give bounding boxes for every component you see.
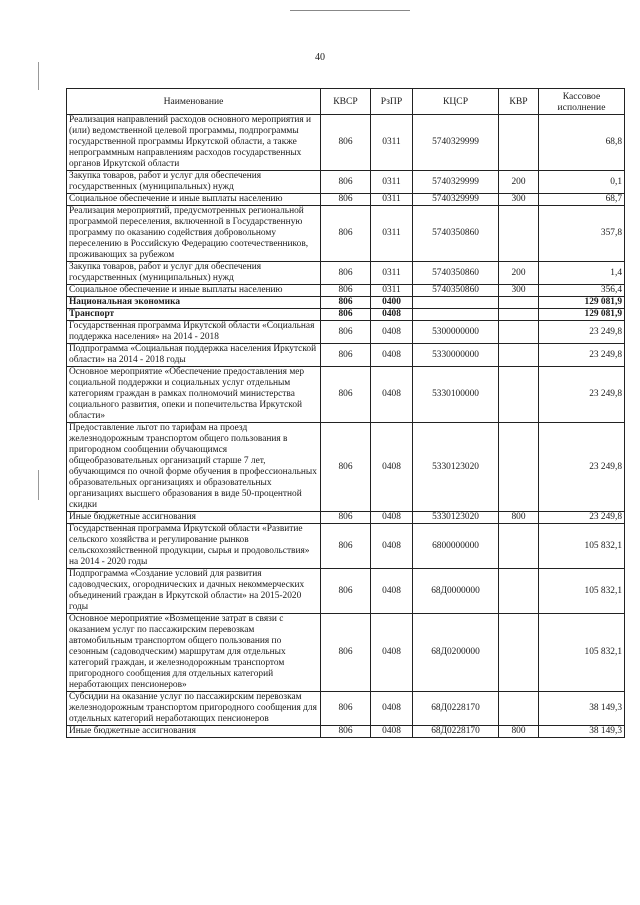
header-kvr: КВР — [499, 89, 539, 115]
row-amount: 23 249,8 — [539, 423, 625, 512]
page-number: 40 — [315, 52, 325, 63]
row-amount: 0,1 — [539, 171, 625, 194]
row-rzpr: 0311 — [371, 262, 413, 285]
row-amount: 129 081,9 — [539, 309, 625, 321]
row-kcsr: 68Д0228170 — [413, 726, 499, 738]
row-amount: 23 249,8 — [539, 344, 625, 367]
row-name: Основное мероприятие «Обеспечение предоставления мер социальной поддержки и социальных услуг отдельным категориям граждан в рамках полномочий министерства социального развития, опеки и попечительства Иркутской области» — [67, 367, 321, 423]
row-kcsr: 5300000000 — [413, 321, 499, 344]
row-kcsr: 68Д0200000 — [413, 614, 499, 692]
row-name: Иные бюджетные ассигнования — [67, 512, 321, 524]
table-row — [67, 206, 625, 262]
row-amount: 105 832,1 — [539, 569, 625, 614]
row-kvr — [499, 569, 539, 614]
row-name: Национальная экономика — [67, 297, 321, 309]
row-kvsr: 806 — [321, 614, 371, 692]
table-row — [67, 614, 625, 692]
row-amount: 105 832,1 — [539, 524, 625, 569]
row-amount: 38 149,3 — [539, 692, 625, 726]
table-row — [67, 344, 625, 367]
row-rzpr: 0408 — [371, 423, 413, 512]
row-kvsr: 806 — [321, 206, 371, 262]
row-kcsr: 68Д0000000 — [413, 569, 499, 614]
row-amount: 68,8 — [539, 115, 625, 171]
header-name: Наименование — [67, 89, 321, 115]
row-kvsr: 806 — [321, 321, 371, 344]
row-rzpr: 0311 — [371, 285, 413, 297]
row-name: Предоставление льгот по тарифам на проезд железнодорожным транспортом общего пользования в пригородном сообщении обучающимся общеобразовательных организаций старше 7 лет, обучающимся по очной форме обучения в профессиональных образовательных организациях и образовательных организациях высшего образования в виде 50-процентной скидки — [67, 423, 321, 512]
row-kcsr: 5330123020 — [413, 512, 499, 524]
row-name: Государственная программа Иркутской области «Развитие сельского хозяйства и регулирование рынков сельскохозяйственной продукции, сырья и продовольствия» на 2014 - 2020 годы — [67, 524, 321, 569]
row-kvsr: 806 — [321, 115, 371, 171]
row-amount: 357,8 — [539, 206, 625, 262]
table-row — [67, 262, 625, 285]
table-row — [67, 194, 625, 206]
row-kvr — [499, 524, 539, 569]
row-kvr: 200 — [499, 171, 539, 194]
row-kcsr: 5740329999 — [413, 115, 499, 171]
table-row — [67, 569, 625, 614]
scan-artifact-line — [290, 10, 410, 11]
header-amount: Кассовое исполнение — [539, 89, 625, 115]
header-kvsr: КВСР — [321, 89, 371, 115]
row-kcsr: 5740329999 — [413, 194, 499, 206]
margin-mark — [38, 62, 39, 90]
row-rzpr: 0408 — [371, 321, 413, 344]
header-rzpr: РзПР — [371, 89, 413, 115]
row-rzpr: 0311 — [371, 171, 413, 194]
row-rzpr: 0311 — [371, 194, 413, 206]
row-kcsr: 5740350860 — [413, 285, 499, 297]
row-kvr — [499, 367, 539, 423]
row-amount: 1,4 — [539, 262, 625, 285]
row-name: Иные бюджетные ассигнования — [67, 726, 321, 738]
row-name: Транспорт — [67, 309, 321, 321]
row-kcsr — [413, 309, 499, 321]
row-rzpr: 0311 — [371, 206, 413, 262]
row-kvsr: 806 — [321, 367, 371, 423]
row-kvr — [499, 344, 539, 367]
row-name: Подпрограмма «Социальная поддержка населения Иркутской области» на 2014 - 2018 годы — [67, 344, 321, 367]
row-rzpr: 0408 — [371, 726, 413, 738]
row-name: Реализация мероприятий, предусмотренных региональной программой переселения, включенной в Государственную программу по оказанию содействия добровольному переселению в Российскую Федерацию соотечественников, проживающих за рубежом — [67, 206, 321, 262]
row-amount: 68,7 — [539, 194, 625, 206]
row-kvr — [499, 115, 539, 171]
table-row — [67, 692, 625, 726]
row-kvr — [499, 309, 539, 321]
row-rzpr: 0400 — [371, 297, 413, 309]
table-header-row — [67, 89, 625, 115]
row-kcsr: 68Д0228170 — [413, 692, 499, 726]
row-rzpr: 0408 — [371, 309, 413, 321]
row-kvsr: 806 — [321, 262, 371, 285]
table-row — [67, 367, 625, 423]
row-kvsr: 806 — [321, 285, 371, 297]
row-amount: 356,4 — [539, 285, 625, 297]
row-amount: 23 249,8 — [539, 367, 625, 423]
row-kvr — [499, 297, 539, 309]
row-name: Социальное обеспечение и иные выплаты населению — [67, 285, 321, 297]
row-kvsr: 806 — [321, 171, 371, 194]
table-row — [67, 297, 625, 309]
row-amount: 23 249,8 — [539, 321, 625, 344]
row-kvr — [499, 692, 539, 726]
budget-table — [66, 88, 625, 738]
row-kvsr: 806 — [321, 692, 371, 726]
row-kvr — [499, 206, 539, 262]
row-kvr: 300 — [499, 285, 539, 297]
row-name: Реализация направлений расходов основного мероприятия и (или) ведомственной целевой программы, подпрограммы государственной программы Иркутской области, а также непрограммным направлениям расходов государственных органов Иркутской области — [67, 115, 321, 171]
row-kvsr: 806 — [321, 344, 371, 367]
table-row — [67, 171, 625, 194]
row-rzpr: 0408 — [371, 524, 413, 569]
header-kcsr: КЦСР — [413, 89, 499, 115]
row-kcsr: 5740329999 — [413, 171, 499, 194]
row-amount: 23 249,8 — [539, 512, 625, 524]
row-kcsr: 5740350860 — [413, 262, 499, 285]
row-kvsr: 806 — [321, 524, 371, 569]
row-kcsr: 5740350860 — [413, 206, 499, 262]
table-row — [67, 423, 625, 512]
row-kvsr: 806 — [321, 309, 371, 321]
table-row — [67, 309, 625, 321]
row-kvr — [499, 614, 539, 692]
row-amount: 129 081,9 — [539, 297, 625, 309]
row-kvsr: 806 — [321, 423, 371, 512]
row-kvsr: 806 — [321, 194, 371, 206]
row-kvr: 800 — [499, 726, 539, 738]
table-row — [67, 321, 625, 344]
row-kvsr: 806 — [321, 512, 371, 524]
margin-mark — [38, 470, 39, 500]
row-name: Основное мероприятие «Возмещение затрат в связи с оказанием услуг по пассажирским перевозкам автомобильным транспортом общего пользования по сезонным (садоводческим) маршрутам для отдельных категорий граждан, и железнодорожным транспортом пригородного сообщения для отдельных категорий неработающих пенсионеров» — [67, 614, 321, 692]
row-rzpr: 0311 — [371, 115, 413, 171]
row-kvr — [499, 423, 539, 512]
row-name: Субсидии на оказание услуг по пассажирским перевозкам железнодорожным транспортом пригородного сообщения для отдельных категорий неработающих пенсионеров — [67, 692, 321, 726]
row-rzpr: 0408 — [371, 344, 413, 367]
row-kvr — [499, 321, 539, 344]
row-kcsr: 5330100000 — [413, 367, 499, 423]
row-kvsr: 806 — [321, 297, 371, 309]
table-row — [67, 512, 625, 524]
row-name: Подпрограмма «Создание условий для развития садоводческих, огороднических и дачных некоммерческих объединений граждан в Иркутской области» на 2015-2020 годы — [67, 569, 321, 614]
row-rzpr: 0408 — [371, 692, 413, 726]
row-kvr: 800 — [499, 512, 539, 524]
row-name: Закупка товаров, работ и услуг для обеспечения государственных (муниципальных) нужд — [67, 171, 321, 194]
row-kvsr: 806 — [321, 569, 371, 614]
row-name: Государственная программа Иркутской области «Социальная поддержка населения» на 2014 - 2018 — [67, 321, 321, 344]
row-kvsr: 806 — [321, 726, 371, 738]
row-rzpr: 0408 — [371, 614, 413, 692]
row-rzpr: 0408 — [371, 367, 413, 423]
row-kcsr: 6800000000 — [413, 524, 499, 569]
row-name: Социальное обеспечение и иные выплаты населению — [67, 194, 321, 206]
row-rzpr: 0408 — [371, 569, 413, 614]
row-amount: 105 832,1 — [539, 614, 625, 692]
row-kcsr: 5330123020 — [413, 423, 499, 512]
table-row — [67, 115, 625, 171]
table-row — [67, 726, 625, 738]
row-kcsr — [413, 297, 499, 309]
row-kvr: 200 — [499, 262, 539, 285]
table-row — [67, 524, 625, 569]
row-kvr: 300 — [499, 194, 539, 206]
table-row — [67, 285, 625, 297]
row-rzpr: 0408 — [371, 512, 413, 524]
row-kcsr: 5330000000 — [413, 344, 499, 367]
row-name: Закупка товаров, работ и услуг для обеспечения государственных (муниципальных) нужд — [67, 262, 321, 285]
row-amount: 38 149,3 — [539, 726, 625, 738]
